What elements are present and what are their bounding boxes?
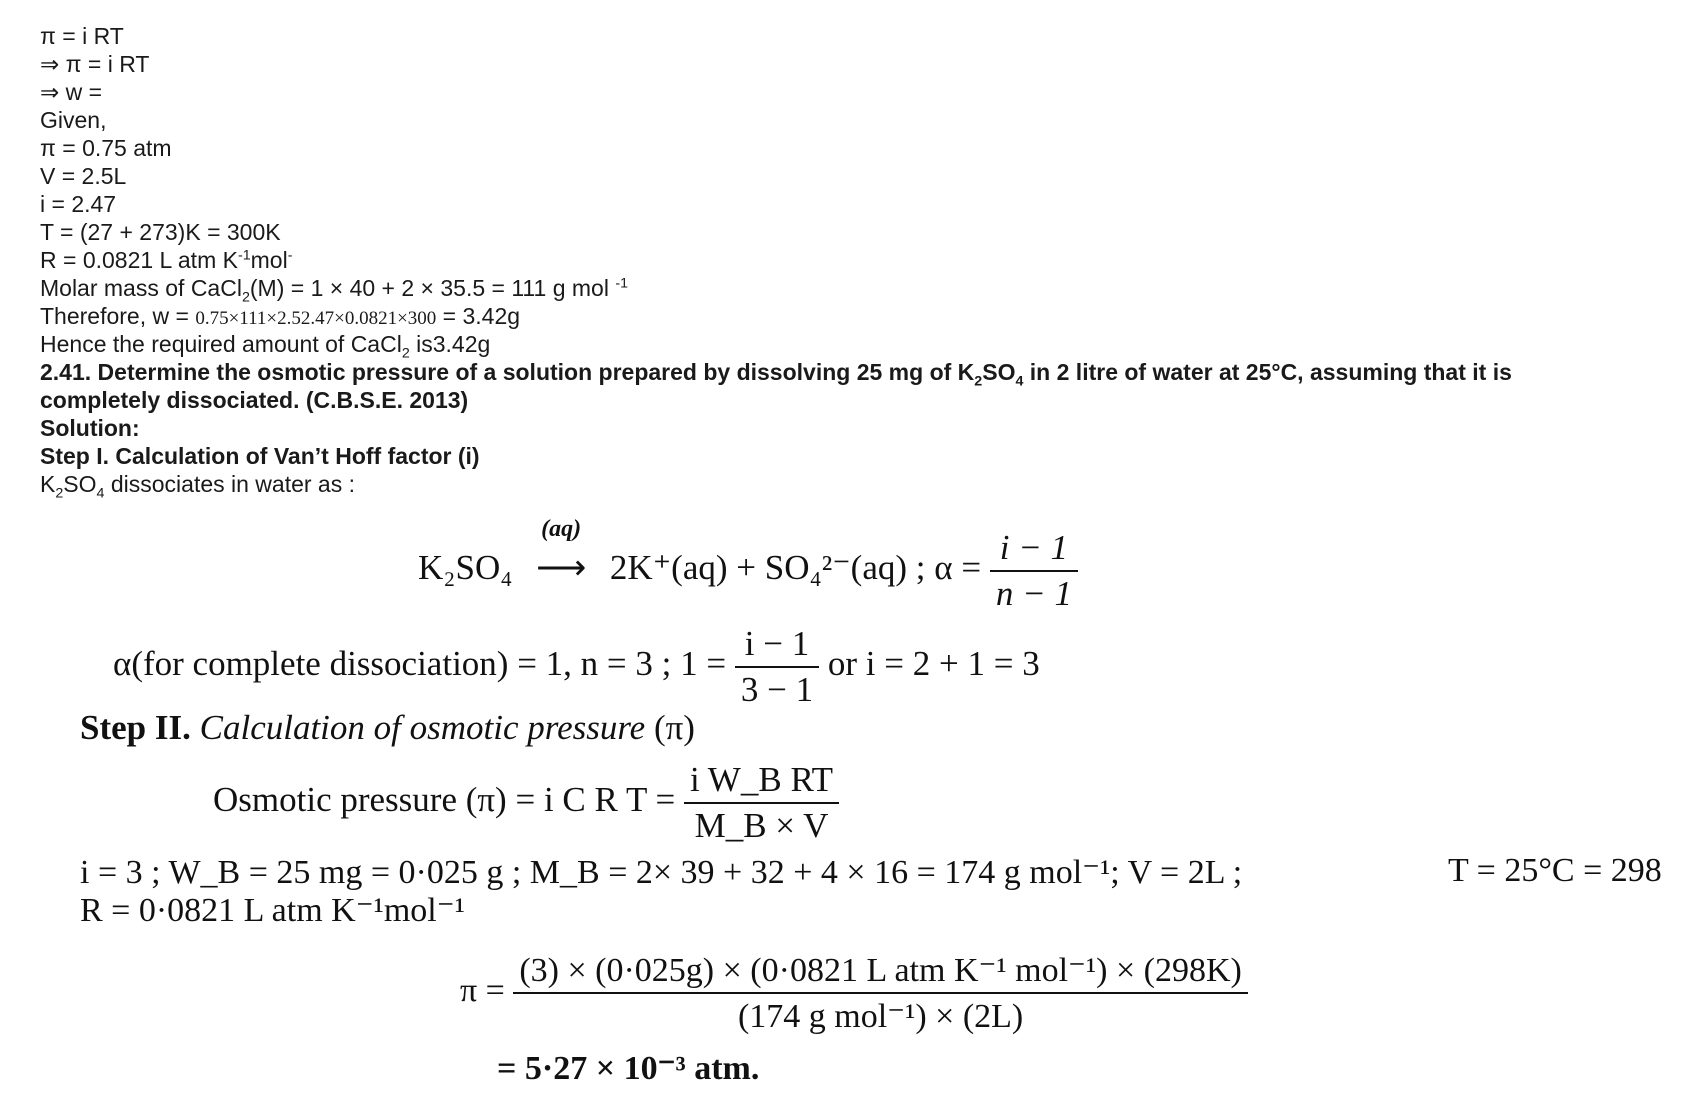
calculation-equation: π = $\frac{\text{(3) × (0·025g) × (0·0821 L atm K⁻¹ mol⁻¹) × (298K)}}{\text{(174 g mol⁻¹) × (2L)}}$ bbox=[460, 950, 1248, 1036]
question-line-2: completely dissociated. (C.B.S.E. 2013) bbox=[40, 387, 469, 413]
final-result: = 5·27 × 10⁻³ atm. bbox=[497, 1050, 760, 1087]
dissociation-line: $K_2SO_4$ dissociates in water as : bbox=[40, 471, 356, 502]
i-fraction: $\frac{i - 1}{3 - 1}$ bbox=[735, 624, 819, 710]
text-line: π = 0.75 atm bbox=[40, 135, 172, 161]
reaction-arrow: (aq) ⟶ bbox=[521, 548, 601, 588]
text-line: T = (27 + 273)K = 300K bbox=[40, 219, 281, 245]
calculation-fraction: $\frac{\text{(3) × (0·025g) × (0·0821 L atm K⁻¹ mol⁻¹) × (298K)}}{\text{(174 g mol⁻¹) × (2L)}}$ bbox=[513, 950, 1248, 1036]
text-line: V = 2.5L bbox=[40, 163, 127, 189]
therefore-line: Therefore, w = 0.75×111×2.52.47×0.0821×300 = 3.42g bbox=[40, 303, 521, 329]
step2-title: Step II. Calculation of osmotic pressure (π) bbox=[80, 708, 695, 747]
gas-constant-line: R = 0.0821 L atm $K^{-1}mol^-$ bbox=[40, 247, 293, 273]
reactant: K₂SO₄ bbox=[418, 548, 513, 588]
values-line: i = 3 ; W_B = 25 mg = 0·025 g ; M_B = 2× 39 + 32 + 4 × 16 = 174 g mol⁻¹; V = 2L ; bbox=[80, 854, 1243, 891]
molar-mass-line: Molar mass of CaCl$_2$(M) = 1 × 40 + 2 × 35.5 = 111 g mol $^{-1}$ bbox=[40, 275, 628, 306]
alpha-fraction: $\frac{i - 1}{n - 1}$ bbox=[990, 528, 1078, 614]
text-line: π = i RT bbox=[40, 23, 124, 49]
osmotic-pressure-formula: Osmotic pressure (π) = i C R T = $\frac{\text{i W\_B RT}}{M\_B \times V}$ bbox=[213, 760, 839, 846]
arrow-label: (aq) bbox=[541, 516, 582, 543]
gas-constant-value: R = 0·0821 L atm K⁻¹mol⁻¹ bbox=[80, 892, 465, 929]
text-line: ⇒ π = i RT bbox=[40, 51, 150, 77]
products: 2K⁺(aq) + SO₄²⁻(aq) bbox=[609, 548, 908, 588]
step1-title: Step I. Calculation of Van’t Hoff factor (i) bbox=[40, 443, 480, 469]
complete-dissociation-equation: α(for complete dissociation) = 1, n = 3 ; 1 = $\frac{i - 1}{3 - 1}$ or i = 2 + 1 = 3 bbox=[113, 624, 1040, 709]
text-line: ⇒ w = bbox=[40, 79, 103, 105]
dissociation-equation bbox=[418, 516, 1078, 614]
formula-fraction: $\frac{\text{i W\_B RT}}{M\_B \times V}$ bbox=[684, 760, 839, 846]
question-line-1: 2.41. Determine the osmotic pressure of a solution prepared by dissolving 25 mg of $K_2SO_4$ in 2 litre of water at 25°C, assuming that it is bbox=[40, 359, 1512, 390]
solution-label: Solution: bbox=[40, 415, 140, 441]
separator: ; α = bbox=[915, 548, 982, 588]
hence-line: Hence the required amount of CaCl$_2$ is3.42g bbox=[40, 331, 491, 362]
temperature-value: T = 25°C = 298 bbox=[1448, 852, 1662, 889]
text-line: i = 2.47 bbox=[40, 191, 117, 217]
text-line: Given, bbox=[40, 107, 107, 133]
